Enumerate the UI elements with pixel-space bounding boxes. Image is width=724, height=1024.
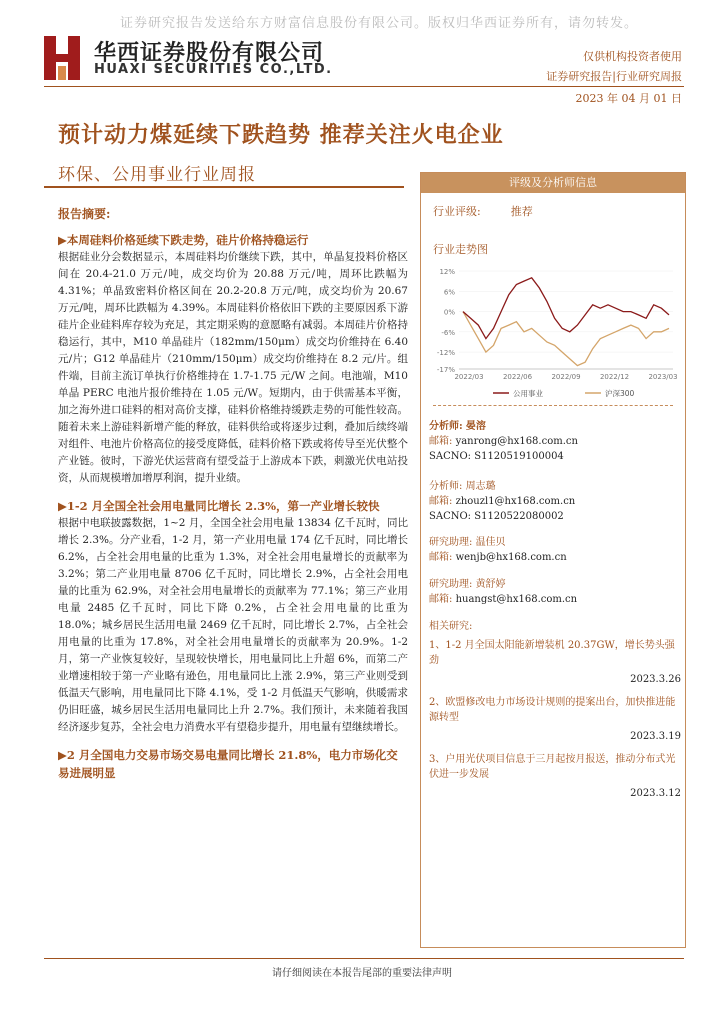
x-tick-label: 2022/06 xyxy=(502,373,533,381)
y-tick-label: -6% xyxy=(441,328,455,337)
summary-label: 报告摘要: xyxy=(58,207,111,221)
analyst-block xyxy=(429,419,681,464)
footer-divider xyxy=(44,958,684,959)
email-label: 邮箱: xyxy=(429,552,453,563)
rating-label: 行业评级: xyxy=(433,205,481,218)
analyst-sac: S1120522080002 xyxy=(474,511,564,522)
related-date: 2023.3.19 xyxy=(630,731,681,742)
analyst-block xyxy=(429,535,681,565)
section-text: 根据硅业分会数据显示，本周硅料均价继续下跌，其中，单晶复投料价格区间在 20.4-21.0 万元/吨，成交均价为 20.88 万元/吨，周环比跌幅为 4.31%；单晶致密料价格区间在 20.2-20.8 万元/吨，成交均价为 20.67 万元/吨，周环比跌幅为 4.39%。本周硅料价格依旧下跌的主要原因系下游硅片企业硅料库存较为充足，其定期采购的意愿略有减弱。本周硅片价格持稳运行，其中，M10 单晶硅片（182mm/150μm）成交均价维持在 6.40 元/片；G12 单晶硅片（210mm/150μm）成交均价维持在 8.2 元/片。组件端，目前主流订单执行价格维持在 1.7-1.75 元/W 之间。电池端，M10 单晶 PERC 电池片报价维持在 1.05 元/W。短期内，由于供需基本平衡，加之海外进口硅料的相对高价支撑，硅料价格维持缓跌走势的可能性较高。随着未来上游硅料新增产能的释放，硅料供给或将逐步过剩，叠加后续终端对组件、电池片价格高位的接受度降低，硅料价格下跌或将传导至光伏整个产业链。彼时，下游光伏运营商有望受益于上游成本下跌，刺激光伏电站投资，从而规模增加增厚利润，提升业绩。 xyxy=(58,251,408,484)
x-tick-label: 2023/03 xyxy=(648,373,678,381)
section-heading: ▶2 月全国电力交易市场交易电量同比增长 21.8%，电力市场化交易进展明显 xyxy=(58,748,398,780)
legal-notice: 请仔细阅读在本报告尾部的重要法律声明 xyxy=(272,968,452,979)
page-subtitle: 环保、公用事业行业周报 xyxy=(58,165,256,185)
email-label: 邮箱: xyxy=(429,496,453,507)
legend-label: 公用事业 xyxy=(513,389,543,398)
analyst-role: 分析师: xyxy=(429,481,463,492)
y-tick-label: 0% xyxy=(443,308,455,317)
watermark: 证券研究报告发送给东方财富信息股份有限公司。版权归华西证券所有，请勿转发。 xyxy=(120,16,639,31)
analyst-role: 研究助理: xyxy=(429,537,473,548)
trend-label: 行业走势图 xyxy=(433,243,488,256)
trend-chart xyxy=(425,265,683,405)
email-label: 邮箱: xyxy=(429,436,453,447)
rating-analyst-sidebar xyxy=(420,172,686,948)
analyst-block xyxy=(429,479,681,524)
analyst-name: 晏溶 xyxy=(465,421,486,432)
analyst-block xyxy=(429,577,681,607)
x-tick-label: 2022/03 xyxy=(454,373,484,381)
y-tick-label: -12% xyxy=(436,349,455,358)
related-date: 2023.3.26 xyxy=(630,674,681,685)
related-item[interactable]: 3、户用光伏项目信息于三月起按月报送，推动分布式光伏进一步发展 xyxy=(429,754,676,780)
report-summary xyxy=(58,206,408,782)
series-line-沪深300 xyxy=(463,312,669,366)
company-name-en: HUAXI SECURITIES CO.,LTD. xyxy=(94,62,333,77)
related-date: 2023.3.12 xyxy=(630,788,681,799)
page-title: 预计动力煤延续下跌趋势 推荐关注火电企业 xyxy=(58,122,504,148)
huaxi-logo xyxy=(44,36,80,80)
y-tick-label: 6% xyxy=(443,288,455,297)
y-tick-label: 12% xyxy=(439,268,455,276)
analyst-email[interactable]: huangst@hx168.com.cn xyxy=(455,594,578,605)
report-type: 证券研究报告|行业研究周报 xyxy=(546,70,682,83)
section-heading: ▶1-2 月全国全社会用电量同比增长 2.3%，第一产业增长较快 xyxy=(58,499,380,513)
sac-label: SACNO: xyxy=(429,451,472,462)
analyst-email[interactable]: yanrong@hx168.com.cn xyxy=(455,436,578,447)
analyst-name: 周志璐 xyxy=(465,481,496,492)
audience-note: 仅供机构投资者使用 xyxy=(583,50,682,63)
sidebar-divider xyxy=(433,405,673,406)
analyst-name: 黄舒婷 xyxy=(475,579,506,590)
analyst-role: 研究助理: xyxy=(429,579,473,590)
title-divider xyxy=(44,186,404,188)
sac-label: SACNO: xyxy=(429,511,472,522)
email-label: 邮箱: xyxy=(429,594,453,605)
analyst-name: 温佳贝 xyxy=(475,537,506,548)
company-name-cn: 华西证券股份有限公司 xyxy=(94,41,325,66)
trend-chart-svg xyxy=(425,265,683,405)
analyst-email[interactable]: wenjb@hx168.com.cn xyxy=(455,552,567,563)
legend-label: 沪深300 xyxy=(605,389,635,398)
report-date: 2023 年 04 月 01 日 xyxy=(575,92,682,105)
section-heading: ▶本周硅料价格延续下跌走势，硅片价格持稳运行 xyxy=(58,233,309,247)
x-tick-label: 2022/12 xyxy=(599,373,630,381)
header-divider xyxy=(44,86,684,87)
related-title: 相关研究: xyxy=(429,621,473,632)
x-tick-label: 2022/09 xyxy=(551,373,581,381)
related-item[interactable]: 1、1-2 月全国太阳能新增装机 20.37GW，增长势头强劲 xyxy=(429,640,675,666)
sidebar-header: 评级及分析师信息 xyxy=(421,173,685,193)
related-item[interactable]: 2、欧盟修改电力市场设计规则的提案出台，加快推进能源转型 xyxy=(429,697,676,723)
analyst-sac: S1120519100004 xyxy=(474,451,564,462)
industry-rating xyxy=(433,203,533,219)
y-tick-label: -17% xyxy=(436,366,455,374)
analyst-role: 分析师: xyxy=(429,421,463,432)
series-line-公用事业 xyxy=(463,278,669,339)
rating-value: 推荐 xyxy=(510,205,533,218)
related-research xyxy=(429,619,681,809)
analyst-email[interactable]: zhouzl1@hx168.com.cn xyxy=(455,496,576,507)
section-text: 根据中电联披露数据，1~2 月，全国全社会用电量 13834 亿千瓦时，同比增长 2.3%。分产业看，1-2 月，第一产业用电量 174 亿千瓦时，同比增长 6.2%，占全社会用电量的比重为 1.3%，对全社会用电量增长的贡献率为 3.2%；第二产业用电量 8706 亿千瓦时，同比增长 2.9%，占全社会用电量的比重为 62.9%，对全社会用电量增长的贡献率为 77.1%；第三产业用电量 2485 亿千瓦时，同比下降 0.2%，占全社会用电量的比重为 18.0%；城乡居民生活用电量 2469 亿千瓦时，同比增长 2.7%，占全社会用电量的比重为 17.8%，对全社会用电量增长的贡献率为 20.9%。1-2 月，第一产业恢复较好，呈现较快增长，用电量同比上升超 6%，而第二产业增速相较于第一产业略有逊色，用电量同比上涨 2.9%，第三产业则受到低温天气影响，用电量同比下降 4.1%，受 1-2 月低温天气影响，供暖需求仍旧旺盛，城乡居民生活用电量同比上升 2.7%。我们预计，未来随着我国经济逐步复苏，全社会电力消费水平有望稳步提升，用电量有望继续增长。 xyxy=(58,517,408,733)
